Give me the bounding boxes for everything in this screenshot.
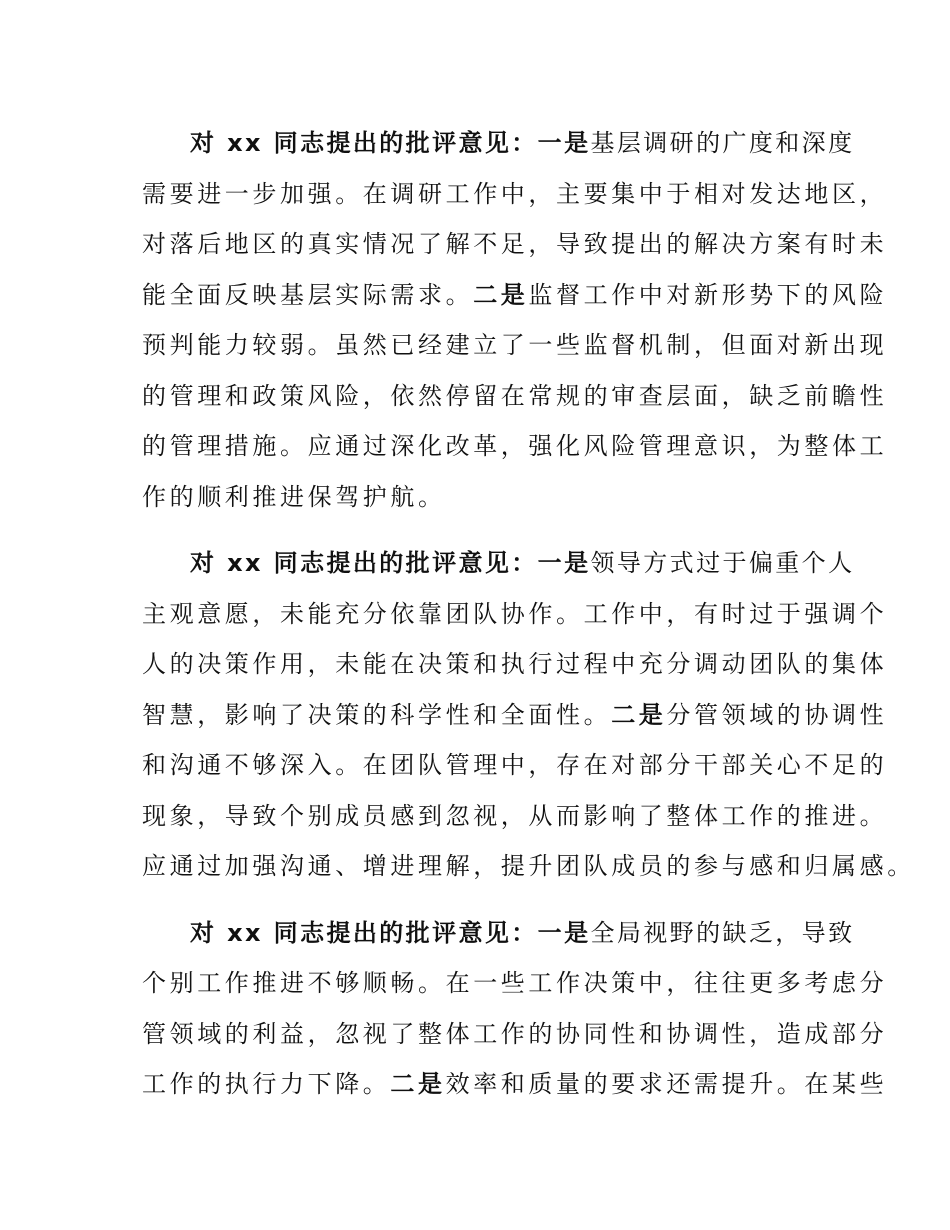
text-line [142, 219, 888, 270]
body-text: 工作的执行力下降。 [142, 1070, 391, 1098]
text-line [142, 690, 888, 741]
text-line [142, 1059, 888, 1110]
body-text: 智慧，影响了决策的科学性和全面性。 [142, 700, 612, 729]
point-marker: 二是 [390, 1070, 446, 1098]
paragraph-lead: 对 xx 同志提出的批评意见： [190, 129, 538, 157]
body-text: 和沟通不够深入。在团队管理中，存在对部分干部关心不足的 [142, 751, 888, 779]
critique-paragraph [142, 118, 888, 522]
point-marker: 一是 [537, 129, 591, 157]
point-marker: 一是 [537, 549, 591, 577]
paragraph-lead: 对 xx 同志提出的批评意见： [190, 918, 538, 947]
body-text: 需要进一步加强。在调研工作中，主要集中于相对发达地区， [142, 179, 888, 208]
text-line [142, 538, 855, 589]
text-line [142, 472, 822, 523]
point-marker: 二是 [611, 700, 667, 729]
body-text: 预判能力较弱。虽然已经建立了一些监督机制，但面对新出现 [142, 331, 888, 359]
text-line [142, 320, 888, 371]
body-text: 个别工作推进不够顺畅。在一些工作决策中，往往更多考虑分 [142, 969, 888, 997]
body-text: 现象，导致个别成员感到忽视，从而影响了整体工作的推进。 [142, 801, 888, 830]
point-marker: 一是 [537, 918, 591, 947]
document-page [142, 118, 915, 1120]
body-text: 主观意愿，未能充分依靠团队协作。工作中，有时过于强调个 [142, 599, 888, 628]
critique-paragraph [142, 908, 888, 1110]
text-line [142, 791, 888, 842]
body-text: 基层调研的广度和深度 [590, 129, 855, 157]
body-text: 管领域的利益，忽视了整体工作的协同性和协调性，造成部分 [142, 1019, 888, 1048]
body-text: 应通过加强沟通、增进理解，提升团队成员的参与感和归属感。 [142, 852, 915, 880]
body-text: 分管领域的协调性 [666, 700, 888, 729]
text-line [142, 958, 888, 1009]
body-text: 的管理和政策风险，依然停留在常规的审查层面，缺乏前瞻性 [142, 381, 888, 410]
text-line [142, 118, 855, 169]
body-text: 效率和质量的要求还需提升。在某些 [445, 1070, 888, 1098]
text-line [142, 639, 888, 690]
body-text: 全局视野的缺乏，导致 [590, 918, 855, 947]
text-line [142, 169, 888, 220]
paragraph-lead: 对 xx 同志提出的批评意见： [190, 549, 538, 577]
text-line [142, 371, 888, 422]
text-line [142, 270, 888, 321]
text-line [142, 841, 915, 892]
body-text: 作的顺利推进保驾护航。 [142, 482, 446, 511]
point-marker: 二是 [473, 280, 529, 309]
text-line [142, 908, 855, 959]
text-line [142, 740, 888, 791]
body-text: 的管理措施。应通过深化改革，强化风险管理意识，为整体工 [142, 432, 888, 460]
body-text: 能全面反映基层实际需求。 [142, 280, 474, 309]
text-line [142, 589, 888, 640]
text-line [142, 1009, 888, 1060]
body-text: 监督工作中对新形势下的风险 [528, 280, 888, 309]
critique-paragraph [142, 538, 915, 892]
text-line [142, 421, 888, 472]
body-text: 领导方式过于偏重个人 [590, 549, 855, 577]
body-text: 对落后地区的真实情况了解不足，导致提出的解决方案有时未 [142, 230, 888, 258]
body-text: 人的决策作用，未能在决策和执行过程中充分调动团队的集体 [142, 650, 888, 678]
